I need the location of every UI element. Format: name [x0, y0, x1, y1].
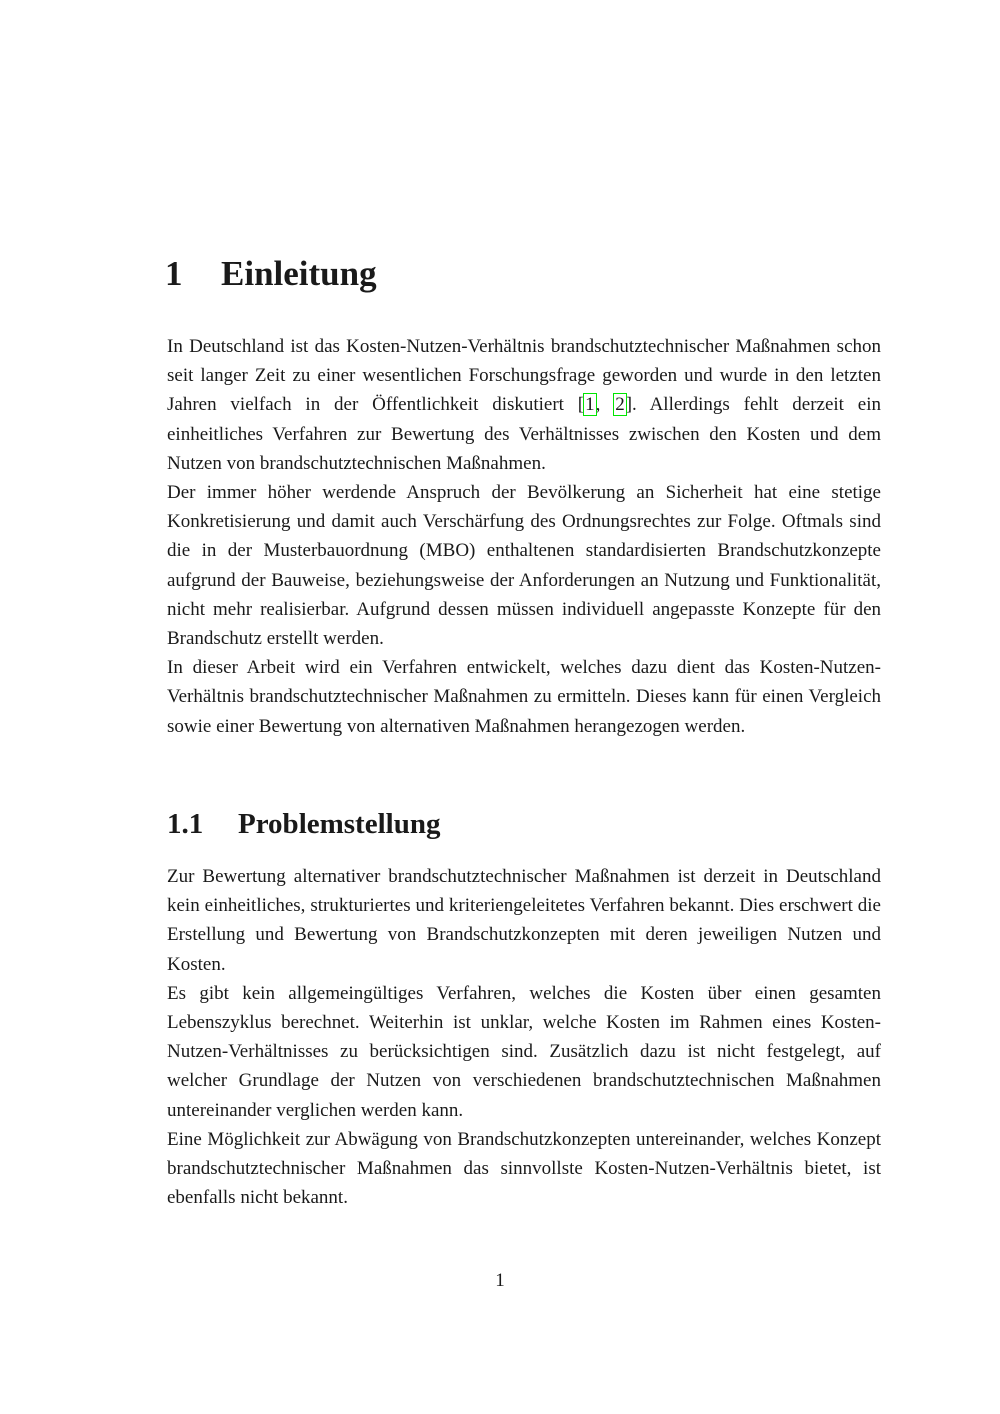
page-number: 1 — [495, 1270, 505, 1291]
intro-paragraph-3: In dieser Arbeit wird ein Verfahren entwickelt, welches dazu dient das Kosten-Nutzen-Verhältnis brandschutztechnischer Maßnahmen zu ermitteln. Dieses kann für einen Vergleich sowie einer Bewertung von alternativen Maßnahmen herangezogen werden. — [167, 657, 881, 737]
chapter-title: Einleitung — [221, 254, 377, 293]
citation-link-2[interactable]: 2 — [615, 394, 625, 416]
intro-body — [167, 332, 881, 741]
intro-paragraph-1-tail: ]. Allerdings fehlt derzeit ein einheitliches Verfahren zur Bewertung des Verhältnisses zwischen den Kosten und dem Nutzen von brandschutztechnischen Maßnahmen. — [167, 394, 881, 474]
chapter-heading — [165, 252, 377, 296]
intro-paragraph-2: Der immer höher werdende Anspruch der Bevölkerung an Sicherheit hat eine stetige Konkretisierung und damit auch Verschärfung des Ordnungsrechtes zur Folge. Oftmals sind die in der Musterbauordnung (MBO) enthaltenen standardisierten Brandschutzkonzepte aufgrund der Bauweise, beziehungsweise der Anforderungen an Nutzung und Funktionalität, nicht mehr realisierbar. Aufgrund dessen müssen individuell angepasste Konzepte für den Brandschutz erstellt werden. — [167, 482, 881, 650]
citation-separator: , — [595, 394, 615, 416]
section-number: 1.1 — [167, 808, 204, 840]
problem-body — [167, 862, 881, 1212]
chapter-number: 1 — [165, 254, 183, 293]
section-title: Problemstellung — [238, 808, 441, 840]
section-heading — [167, 804, 440, 844]
problem-paragraph-3: Eine Möglichkeit zur Abwägung von Brandschutzkonzepten untereinander, welches Konzept brandschutztechnischer Maßnahmen das sinnvollste Kosten-Nutzen-Verhältnis bietet, ist ebenfalls nicht bekannt. — [167, 1128, 881, 1209]
intro-paragraph-1-text: In Deutschland ist das Kosten-Nutzen-Verhältnis brandschutztechnischer Maßnahmen schon seit langer Zeit zu einer wesentlichen Forschungsfrage geworden und wurde in den letzten Jahren vielfach in der Öffentlichkeit diskutiert [ — [167, 336, 881, 416]
problem-paragraph-2: Es gibt kein allgemeingültiges Verfahren, welches die Kosten über einen gesamten Lebenszyklus berechnet. Weiterhin ist unklar, welche Kosten im Rahmen eines Kosten-Nutzen-Verhältnisses zu berücksichtigen sind. Zusätzlich dazu ist nicht festgelegt, auf welcher Grundlage der Nutzen von verschiedenen brandschutztechnischen Maßnahmen untereinander verglichen werden kann. — [167, 982, 881, 1121]
intro-paragraph-1 — [167, 332, 881, 478]
problem-paragraph-1: Zur Bewertung alternativer brandschutztechnischer Maßnahmen ist derzeit in Deutschland kein einheitliches, strukturiertes und kriteriengeleitetes Verfahren bekannt. Dies erschwert die Erstellung und Bewertung von Brandschutzkonzepten mit deren jeweiligen Nutzen und Kosten. — [167, 866, 881, 975]
citation-link-1[interactable]: 1 — [585, 394, 595, 416]
